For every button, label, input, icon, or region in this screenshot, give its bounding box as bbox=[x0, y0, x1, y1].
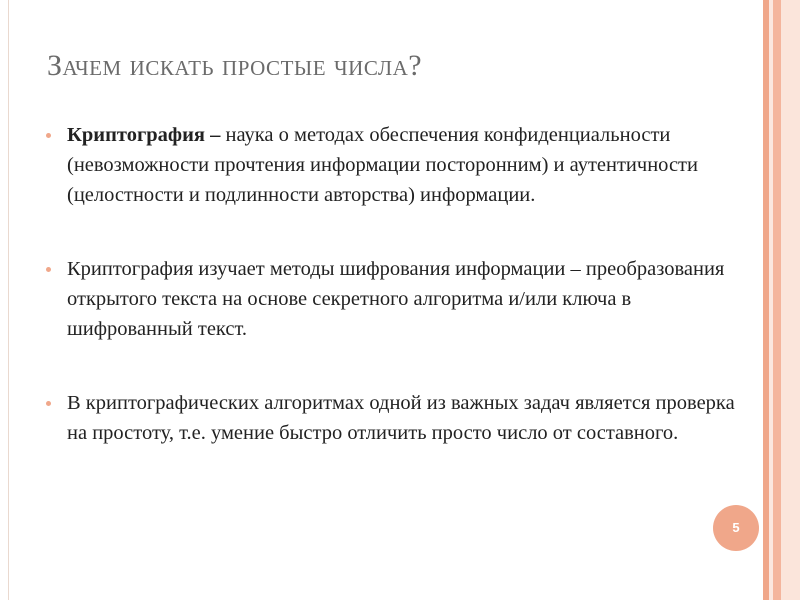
bullet-item bbox=[46, 120, 746, 210]
bullet-text: В криптографических алгоритмах одной из важных задач является проверка на простоту, т.е. умение быстро отличить просто число от составного. bbox=[67, 392, 735, 444]
decorative-stripe bbox=[773, 0, 781, 600]
slide-title: Зачем искать простые числа? bbox=[47, 49, 423, 82]
bullet-text: Криптография изучает методы шифрования информации – преобразования открытого текста на основе секретного алгоритма и/или ключа в шифрованный текст. bbox=[67, 258, 725, 340]
page-number-badge: 5 bbox=[713, 505, 759, 551]
bullet-text: наука о методах обеспечения конфиденциальности (невозможности прочтения информации посторонним) и аутентичности (целостности и подлинности авторства) информации. bbox=[67, 124, 698, 206]
decorative-stripe bbox=[781, 0, 800, 600]
bullet-item bbox=[46, 254, 746, 344]
bullet-list bbox=[46, 120, 746, 448]
bullet-item bbox=[46, 388, 746, 448]
bullet-dot-icon bbox=[46, 133, 51, 138]
bullet-dot-icon bbox=[46, 267, 51, 272]
bullet-dot-icon bbox=[46, 401, 51, 406]
bullet-term: Криптография – bbox=[67, 124, 226, 146]
